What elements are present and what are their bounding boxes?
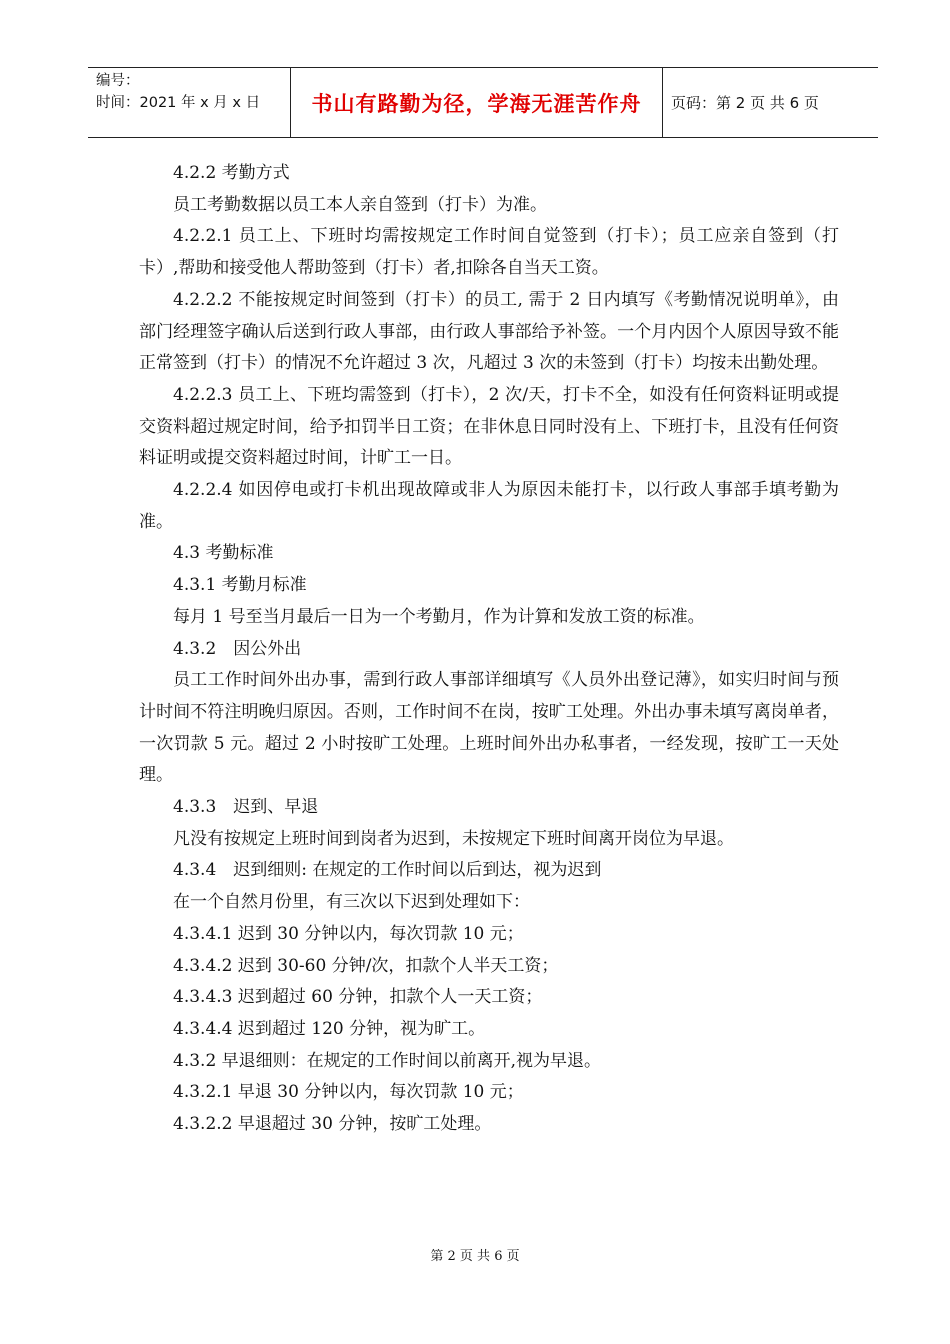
heading-4-3-2: 4.3.2 因公外出 xyxy=(173,638,302,659)
header-meta xyxy=(88,68,290,137)
list-item: 4.3.4.3 迟到超过 60 分钟，扣款个人一天工资； xyxy=(173,987,543,1008)
heading-early-leave: 4.3.2 早退细则：在规定的工作时间以前离开,视为早退。 xyxy=(173,1050,602,1071)
heading-4-3-4: 4.3.4 迟到细则: 在规定的工作时间以后到达，视为迟到 xyxy=(173,860,602,881)
list-item: 4.3.2.2 早退超过 30 分钟，按旷工处理。 xyxy=(173,1114,492,1135)
paragraph: 4.2.2.4 如因停电或打卡机出现故障或非人为原因未能打卡，以行政人事部手填考勤为准。 xyxy=(139,480,839,532)
page-footer: 第 2 页 共 6 页 xyxy=(430,1249,520,1264)
paragraph: 4.2.2.2 不能按规定时间签到（打卡）的员工, 需于 2 日内填写《考勤情况说明单》，由部门经理签字确认后送到行政人事部，由行政人事部给予补签。一个月内因个人原因导致不能正常签到（打卡）的情况不允许超过 3 次，凡超过 3 次的未签到（打卡）均按未出勤处理。 xyxy=(139,289,839,374)
paragraph: 4.2.2.1 员工上、下班时均需按规定工作时间自觉签到（打卡）；员工应亲自签到（打卡）,帮助和接受他人帮助签到（打卡）者,扣除各自当天工资。 xyxy=(139,226,839,279)
paragraph: 员工工作时间外出办事，需到行政人事部详细填写《人员外出登记薄》，如实归时间与预计时间不符注明晚归原因。否则，工作时间不在岗，按旷工处理。外出办事未填写离岗单者，一次罚款 5 元。超过 2 小时按旷工处理。上班时间外出办私事者，一经发现，按旷工一天处理。 xyxy=(139,670,839,786)
header-page-info: 页码：第 2 页 共 6 页 xyxy=(671,94,819,112)
list-item: 4.3.4.4 迟到超过 120 分钟，视为旷工。 xyxy=(173,1018,486,1039)
paragraph: 员工考勤数据以员工本人亲自签到（打卡）为准。 xyxy=(173,194,547,215)
heading-4-3-1: 4.3.1 考勤月标准 xyxy=(173,575,307,596)
list-item: 4.3.2.1 早退 30 分钟以内，每次罚款 10 元； xyxy=(173,1082,524,1103)
page-header xyxy=(88,67,878,138)
paragraph: 4.2.2.3 员工上、下班均需签到（打卡），2 次/天，打卡不全，如没有任何资料证明或提交资料超过规定时间，给予扣罚半日工资；在非休息日同时没有上、下班打卡，且没有任何资料证明或提交资料超过时间，计旷工一日。 xyxy=(139,384,839,469)
heading-4-2-2: 4.2.2 考勤方式 xyxy=(173,163,290,183)
heading-4-3-3: 4.3.3 迟到、早退 xyxy=(173,797,319,818)
paragraph: 凡没有按规定上班时间到岗者为迟到，未按规定下班时间离开岗位为早退。 xyxy=(173,828,734,849)
heading-4-3: 4.3 考勤标准 xyxy=(173,543,274,564)
list-item: 4.3.4.1 迟到 30 分钟以内，每次罚款 10 元； xyxy=(173,923,524,944)
header-motto-cell xyxy=(290,68,663,137)
header-number-label: 编号： xyxy=(96,73,140,89)
header-motto: 书山有路勤为径，学海无涯苦作舟 xyxy=(311,91,642,116)
document-body xyxy=(139,158,839,1141)
paragraph: 在一个自然月份里，有三次以下迟到处理如下： xyxy=(173,892,530,913)
paragraph: 每月 1 号至当月最后一日为一个考勤月，作为计算和发放工资的标准。 xyxy=(173,606,705,627)
list-item: 4.3.4.2 迟到 30-60 分钟/次，扣款个人半天工资； xyxy=(173,955,559,976)
header-time-label: 时间：2021 年 x 月 x 日 xyxy=(96,95,261,111)
